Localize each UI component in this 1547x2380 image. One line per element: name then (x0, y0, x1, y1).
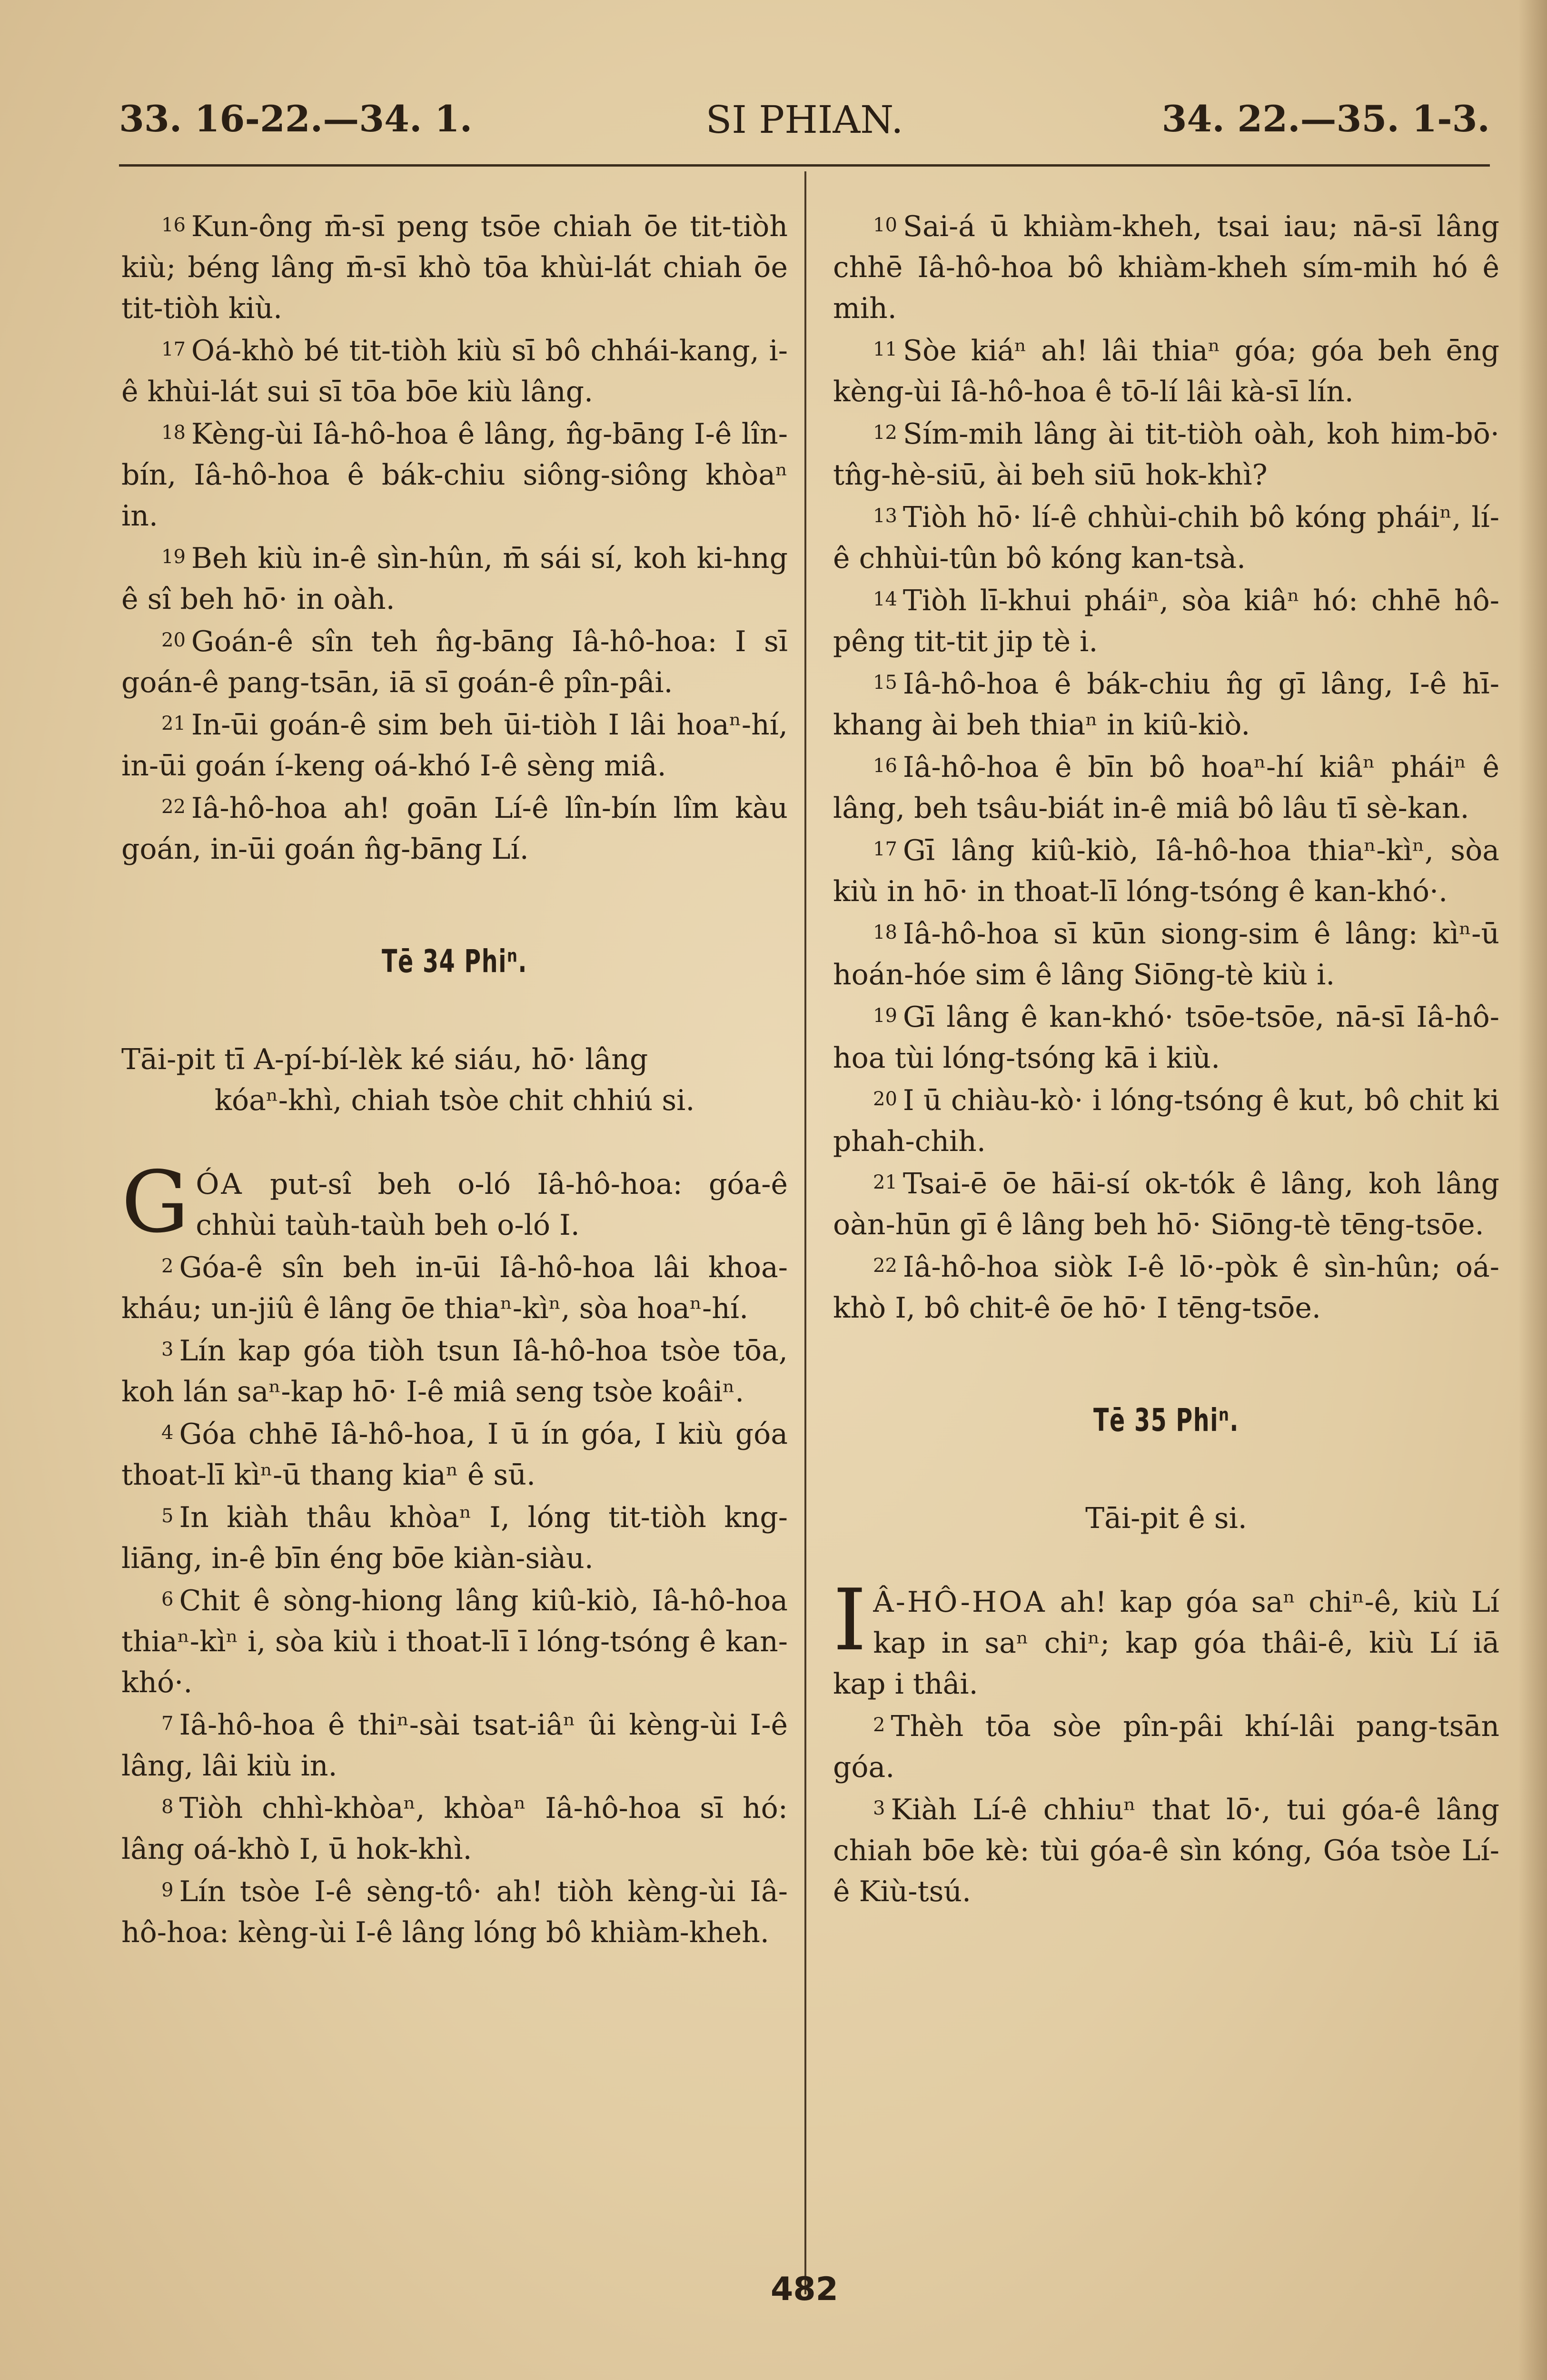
verse (121, 1579, 788, 1703)
verse (121, 1412, 788, 1496)
verse-number: 15 (873, 672, 897, 694)
verse-number: 21 (873, 1171, 897, 1193)
verse-text: Góa-ê sîn beh in-ūi Iâ-hô-hoa lâi khoa-kháu; un-jiû ê lâng ōe thiaⁿ-kìⁿ, sòa hoaⁿ-hí. (121, 1251, 788, 1325)
verse-text: Iâ-hô-hoa sī kūn siong-sim ê lâng: kìⁿ-ū hoán-hóe sim ê lâng Siōng-tè kiù i. (833, 917, 1499, 992)
verse-number: 22 (873, 1255, 897, 1277)
verse (833, 662, 1499, 745)
verse-number: 12 (873, 422, 897, 444)
verse-number: 6 (161, 1588, 174, 1610)
right-column (833, 205, 1499, 1912)
column-divider (804, 171, 806, 2294)
chapter-heading: Tē 35 Phiⁿ. (1093, 1402, 1239, 1438)
verse-text: Iâ-hô-hoa ah! goān Lí-ê lîn-bín lîm kàu goán, in-ūi goán n̂g-bāng Lí. (121, 792, 788, 866)
verse-text: Iâ-hô-hoa ê bīn bô hoaⁿ-hí kiâⁿ pháiⁿ ê lâng, beh tsâu-biát in-ê miâ bô lâu tī sè-kan. (833, 751, 1499, 825)
verse (833, 329, 1499, 412)
verse-text: put-sî beh o-ló Iâ-hô-hoa: góa-ê chhùi taùh-taùh beh o-ló I. (196, 1168, 788, 1242)
verse-number: 17 (161, 338, 186, 360)
verse-text: Sai-á ū khiàm-kheh, tsai iau; nā-sī lâng chhē Iâ-hô-hoa bô khiàm-kheh sím-mih hó ê mih. (833, 210, 1499, 325)
superscription-line: Tāi-pit tī A-pí-bí-lèk ké siáu, hō· lâng (121, 1043, 648, 1076)
verse (121, 786, 788, 870)
verse (833, 579, 1499, 662)
verse-text: Sím-mih lâng ài tit-tiòh oàh, koh him-bō· tn̂g-hè-siū, ài beh siū hok-khì? (833, 417, 1499, 492)
verse-number: 16 (161, 214, 186, 236)
superscription-line: Tāi-pit ê si. (1085, 1502, 1247, 1535)
verse (833, 1788, 1499, 1912)
verse (833, 496, 1499, 579)
verse (121, 329, 788, 412)
verse-first (833, 1571, 1499, 1705)
verse-text: I ū chiàu-kò· i lóng-tsóng ê kut, bô chit ki phah-chih. (833, 1084, 1499, 1158)
verse-number: 2 (873, 1714, 885, 1736)
verse-text: Beh kiù in-ê sìn-hûn, m̄ sái sí, koh ki-hng ê sî beh hō· in oàh. (121, 542, 788, 616)
verse-text: Iâ-hô-hoa siòk I-ê lō·-pòk ê sìn-hûn; oá-khò I, bô chit-ê ōe hō· I tēng-tsōe. (833, 1250, 1499, 1325)
verse (833, 1245, 1499, 1329)
header-rule (119, 164, 1490, 167)
verse (833, 412, 1499, 496)
verse (833, 829, 1499, 912)
page-edge-shadow-right (1518, 0, 1547, 2380)
verse-text: Kun-ông m̄-sī peng tsōe chiah ōe tit-tiòh kiù; béng lâng m̄-sī khò tōa khùi-lát chiah ōe tit-tiòh kiù. (121, 210, 788, 325)
verse-text: Tiòh lī-khui pháiⁿ, sòa kiâⁿ hó: chhē hô-pêng tit-tit jip tè i. (833, 584, 1499, 658)
verse-number: 14 (873, 588, 897, 610)
verse (833, 1705, 1499, 1788)
verse-opening-caps: Â-HÔ-HOA (873, 1586, 1047, 1619)
verse-number: 4 (161, 1422, 174, 1444)
verse-number: 2 (161, 1255, 174, 1277)
verse (833, 1162, 1499, 1245)
psalm-superscription (833, 1498, 1499, 1539)
verse-text: Góa chhē Iâ-hô-hoa, I ū ín góa, I kiù góa thoat-lī kìⁿ-ū thang kiaⁿ ê sū. (121, 1418, 788, 1492)
verse (833, 1079, 1499, 1162)
verse (121, 205, 788, 329)
verse (833, 995, 1499, 1079)
verse (121, 1870, 788, 1953)
verse-text: Iâ-hô-hoa ê thiⁿ-sài tsat-iâⁿ ûi kèng-ùi I-ê lâng, lâi kiù in. (121, 1708, 788, 1783)
verse-number: 11 (873, 338, 897, 360)
header-right-reference: 34. 22.—35. 1-3. (1161, 98, 1490, 140)
left-column (121, 205, 788, 1953)
verse (121, 1329, 788, 1412)
verse-opening-caps: ÓA (196, 1168, 244, 1201)
verse-number: 13 (873, 505, 897, 527)
verse (121, 536, 788, 620)
verse-text: Kiàh Lí-ê chhiuⁿ that lō·, tui góa-ê lâng chiah bōe kè: tùi góa-ê sìn kóng, Góa tsòe Lí-ê Kiù-tsú. (833, 1793, 1499, 1908)
verse-number: 18 (161, 422, 186, 444)
verse-text: Lín tsòe I-ê sèng-tô· ah! tiòh kèng-ùi Iâ-hô-hoa: kèng-ùi I-ê lâng lóng bô khiàm-kheh. (121, 1875, 788, 1949)
verse-number: 17 (873, 838, 897, 860)
verse (833, 912, 1499, 995)
verse-number: 16 (873, 755, 897, 777)
verse-text: Thèh tōa sòe pîn-pâi khí-lâi pang-tsān góa. (833, 1710, 1499, 1784)
verse-number: 22 (161, 796, 186, 818)
verse-number: 10 (873, 214, 897, 236)
verse (121, 703, 788, 786)
verse-number: 7 (161, 1713, 174, 1735)
header-left-reference: 33. 16-22.—34. 1. (119, 98, 473, 140)
verse-number: 20 (873, 1088, 897, 1110)
verse-text: Sòe kiáⁿ ah! lâi thiaⁿ góa; góa beh ēng kèng-ùi Iâ-hô-hoa ê tō-lí lâi kà-sī lín. (833, 334, 1499, 408)
header-book-title: SI PHIAN. (705, 98, 903, 142)
drop-cap: I (833, 1571, 867, 1669)
verse-number: 5 (161, 1505, 174, 1527)
verse-text: In-ūi goán-ê sim beh ūi-tiòh I lâi hoaⁿ-hí, in-ūi goán í-keng oá-khó I-ê sèng miâ. (121, 708, 788, 783)
running-header (119, 98, 1490, 150)
verse-text: Tiòh hō· lí-ê chhùi-chih bô kóng pháiⁿ, lí-ê chhùi-tûn bô kóng kan-tsà. (833, 501, 1499, 575)
drop-cap: G (121, 1153, 189, 1251)
verse-first (121, 1153, 788, 1251)
verse (833, 745, 1499, 829)
verse (121, 1786, 788, 1870)
verse-number: 18 (873, 922, 897, 943)
verse (121, 1703, 788, 1786)
verse-text: Tsai-ē ōe hāi-sí ok-tók ê lâng, koh lâng oàn-hūn gī ê lâng beh hō· Siōng-tè tēng-tsōe. (833, 1167, 1499, 1241)
superscription-line: kóaⁿ-khì, chiah tsòe chit chhiú si. (214, 1084, 695, 1117)
psalm-superscription (121, 1039, 788, 1121)
verse-text: Oá-khò bé tit-tiòh kiù sī bô chhái-kang, i-ê khùi-lát sui sī tōa bōe kiù lâng. (121, 334, 788, 408)
verse-text: Iâ-hô-hoa ê bák-chiu n̂g gī lâng, I-ê hī-khang ài beh thiaⁿ in kiû-kiò. (833, 667, 1499, 742)
verse-text: ah! kap góa saⁿ chiⁿ-ê, kiù Lí kap in saⁿ chiⁿ; kap góa thâi-ê, kiù Lí iā kap i thâi. (833, 1586, 1499, 1701)
verse-number: 8 (161, 1796, 174, 1818)
verse (833, 205, 1499, 329)
verse-number: 3 (873, 1797, 885, 1819)
verse (121, 1246, 788, 1329)
verse-text: Gī lâng kiû-kiò, Iâ-hô-hoa thiaⁿ-kìⁿ, sòa kiù in hō· in thoat-lī lóng-tsóng ê kan-khó·. (833, 834, 1499, 908)
verse-number: 21 (161, 713, 186, 734)
verse-number: 19 (161, 546, 186, 568)
verse-text: Lín kap góa tiòh tsun Iâ-hô-hoa tsòe tōa, koh lán saⁿ-kap hō· I-ê miâ seng tsòe koâiⁿ. (121, 1334, 788, 1408)
verse (121, 1496, 788, 1579)
verse (121, 620, 788, 703)
verse-text: In kiàh thâu khòaⁿ I, lóng tit-tiòh kng-liāng, in-ê bīn éng bōe kiàn-siàu. (121, 1501, 788, 1575)
verse-number: 20 (161, 629, 186, 651)
verse-number: 9 (161, 1879, 174, 1901)
chapter-heading: Tē 34 Phiⁿ. (382, 943, 527, 980)
verse-text: Chit ê sòng-hiong lâng kiû-kiò, Iâ-hô-hoa thiaⁿ-kìⁿ i, sòa kiù i thoat-lī ī lóng-tsóng ê kan-khó·. (121, 1584, 788, 1699)
verse-number: 19 (873, 1005, 897, 1027)
verse (121, 412, 788, 536)
verse-number: 3 (161, 1339, 174, 1360)
page-number: 482 (771, 2271, 838, 2308)
verse-text: Goán-ê sîn teh n̂g-bāng Iâ-hô-hoa: I sī goán-ê pang-tsān, iā sī goán-ê pîn-pâi. (121, 625, 788, 699)
verse-text: Kèng-ùi Iâ-hô-hoa ê lâng, n̂g-bāng I-ê lîn-bín, Iâ-hô-hoa ê bák-chiu siông-siông khòaⁿ in. (121, 417, 788, 533)
verse-text: Tiòh chhì-khòaⁿ, khòaⁿ Iâ-hô-hoa sī hó: lâng oá-khò I, ū hok-khì. (121, 1792, 788, 1866)
verse-text: Gī lâng ê kan-khó· tsōe-tsōe, nā-sī Iâ-hô-hoa tùi lóng-tsóng kā i kiù. (833, 1001, 1499, 1075)
